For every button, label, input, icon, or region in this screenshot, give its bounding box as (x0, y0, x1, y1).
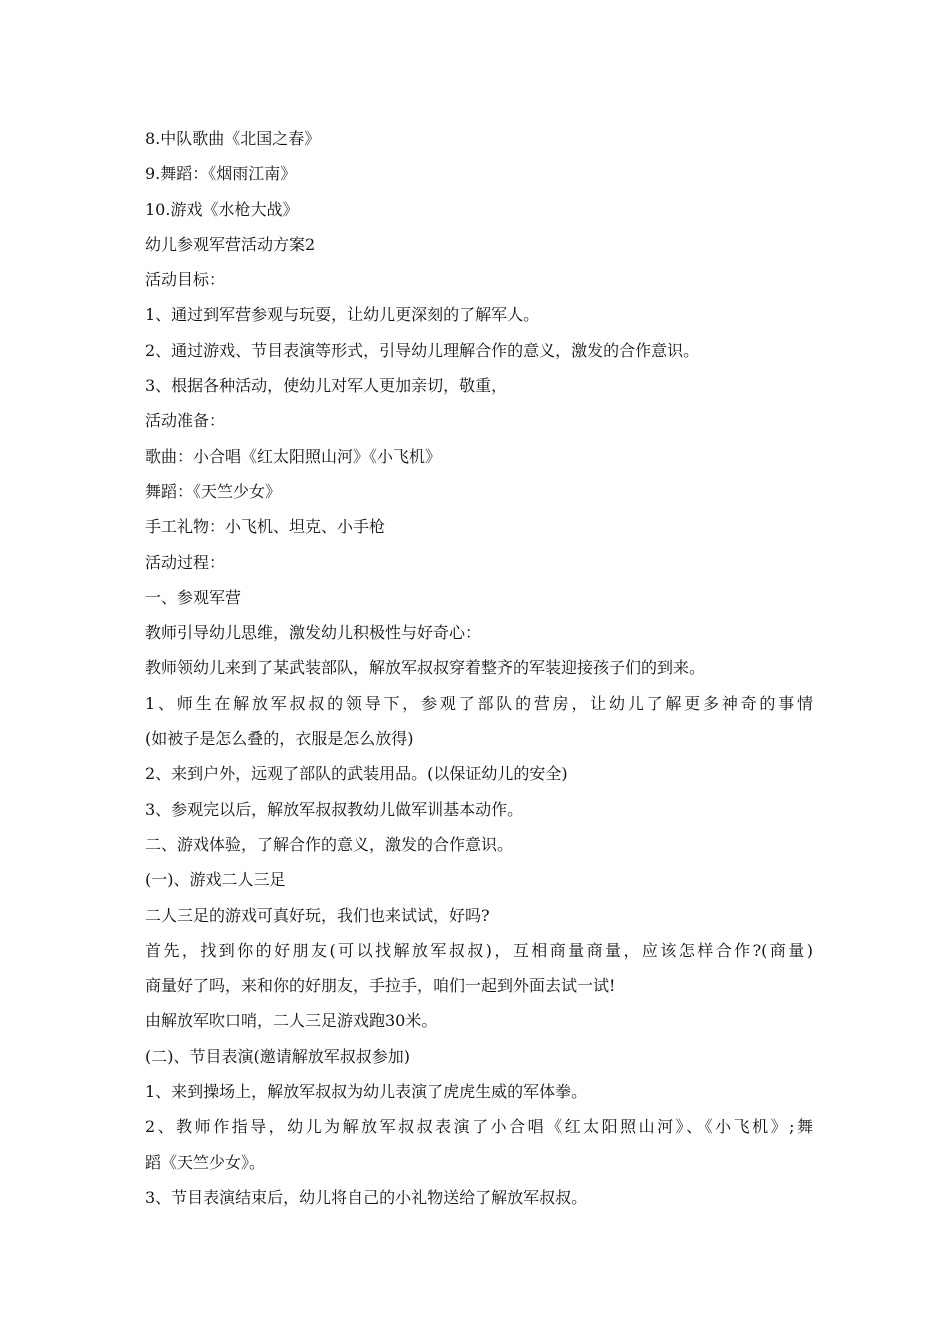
text-line: 二、游戏体验，了解合作的意义，激发的合作意识。 (145, 834, 514, 854)
text-line: 9.舞蹈：《烟雨江南》 (145, 164, 297, 184)
text-line: 商量好了吗，来和你的好朋友，手拉手，咱们一起到外面去试一试! (145, 976, 616, 996)
text-line: 10.游戏《水枪大战》 (145, 199, 299, 219)
text-line: 3、参观完以后，解放军叔叔教幼儿做军训基本动作。 (145, 799, 524, 819)
text-line: 3、节目表演结束后，幼儿将自己的小礼物送给了解放军叔叔。 (145, 1187, 588, 1207)
text-line: 一、参观军营 (145, 587, 242, 607)
text-line: (二)、节目表演(邀请解放军叔叔参加) (145, 1046, 410, 1066)
text-line: 2、通过游戏、节目表演等形式，引导幼儿理解合作的意义，激发的合作意识。 (145, 340, 700, 360)
text-line: 舞蹈：《天竺少女》 (145, 481, 282, 501)
text-line: 活动过程： (145, 552, 226, 572)
text-line: 1、来到操场上，解放军叔叔为幼儿表演了虎虎生威的军体拳。 (145, 1082, 588, 1102)
text-line: 由解放军吹口哨，二人三足游戏跑30米。 (145, 1011, 438, 1031)
text-line: 活动目标： (145, 270, 226, 290)
text-line: 教师领幼儿来到了某武装部队，解放军叔叔穿着整齐的军装迎接孩子们的到来。 (145, 658, 706, 678)
text-line: 活动准备： (145, 411, 226, 431)
text-line: (一)、游戏二人三足 (145, 870, 286, 890)
section-heading: 幼儿参观军营活动方案2 (145, 234, 316, 254)
document-page (145, 121, 813, 1215)
text-line: 教师引导幼儿思维，激发幼儿积极性与好奇心： (145, 623, 482, 643)
text-line: 2、教师作指导，幼儿为解放军叔叔表演了小合唱《红太阳照山河》、《小飞机》;舞 (145, 1117, 813, 1137)
text-line: 二人三足的游戏可真好玩，我们也来试试，好吗? (145, 905, 490, 925)
text-line: (如被子是怎么叠的，衣服是怎么放得) (145, 729, 414, 749)
text-line: 8.中队歌曲《北国之春》 (145, 129, 321, 148)
text-line: 蹈《天竺少女》。 (145, 1152, 266, 1172)
text-line: 手工礼物：小飞机、坦克、小手枪 (145, 517, 386, 537)
text-line: 1、师生在解放军叔叔的领导下，参观了部队的营房，让幼儿了解更多神奇的事情 (145, 693, 813, 713)
text-line: 歌曲：小合唱《红太阳照山河》《小飞机》 (145, 446, 442, 466)
text-line: 首先，找到你的好朋友(可以找解放军叔叔)，互相商量商量，应该怎样合作?(商量) (145, 940, 813, 960)
text-line: 1、通过到军营参观与玩耍，让幼儿更深刻的了解军人。 (145, 305, 540, 325)
text-line: 3、根据各种活动，使幼儿对军人更加亲切，敬重， (145, 376, 508, 396)
text-line: 2、来到户外，远观了部队的武装用品。(以保证幼儿的安全) (145, 764, 568, 784)
